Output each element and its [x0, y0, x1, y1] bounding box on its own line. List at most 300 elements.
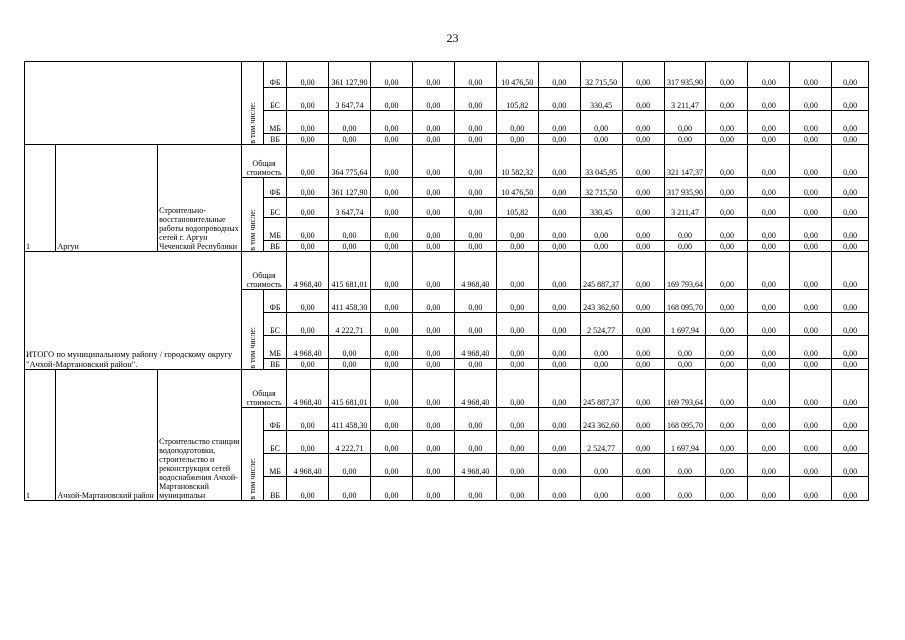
value-cell: 3 647,74	[329, 88, 371, 111]
value-cell: 0,00	[622, 252, 664, 290]
funding-type-bs: БС	[264, 313, 287, 336]
value-cell: 245 887,37	[580, 252, 622, 290]
value-cell: 0,00	[538, 290, 580, 313]
value-cell: 0,00	[329, 359, 371, 370]
value-cell: 0,00	[454, 145, 496, 178]
funding-type-fb: ФБ	[264, 62, 287, 88]
value-cell: 0,00	[370, 62, 412, 88]
value-cell: 0,00	[370, 241, 412, 252]
in-that-number-label: в том числе:	[248, 458, 258, 500]
value-cell: 0,00	[748, 454, 790, 477]
value-cell: 0,00	[622, 313, 664, 336]
value-cell: 0,00	[538, 178, 580, 198]
value-cell: 243 362,60	[580, 408, 622, 431]
value-cell: 0,00	[622, 62, 664, 88]
value-cell: 4 968,40	[287, 370, 329, 408]
value-cell: 0,00	[454, 408, 496, 431]
object-name: Строительно-восстановительные работы водопроводных сетей г. Аргун Чеченской Республики	[158, 145, 242, 252]
value-cell: 0,00	[706, 111, 748, 134]
value-cell: 0,00	[329, 336, 371, 359]
value-cell: 411 458,30	[329, 290, 371, 313]
value-cell: 0,00	[412, 359, 454, 370]
value-cell: 0,00	[706, 218, 748, 241]
value-cell: 0,00	[748, 198, 790, 218]
value-cell: 0,00	[412, 111, 454, 134]
value-cell: 0,00	[370, 454, 412, 477]
value-cell: 0,00	[832, 134, 869, 145]
value-cell: 0,00	[622, 477, 664, 501]
row-number: 1	[25, 145, 56, 252]
value-cell: 0,00	[790, 134, 832, 145]
value-cell: 2 524,77	[580, 431, 622, 454]
funding-type-mb: МБ	[264, 218, 287, 241]
value-cell: 1 697,94	[664, 431, 706, 454]
value-cell: 0,00	[622, 359, 664, 370]
value-cell: 0,00	[370, 408, 412, 431]
value-cell: 0,00	[622, 134, 664, 145]
value-cell: 0,00	[706, 370, 748, 408]
value-cell: 0,00	[412, 198, 454, 218]
value-cell: 0,00	[748, 313, 790, 336]
value-cell: 0,00	[496, 218, 538, 241]
value-cell: 0,00	[287, 408, 329, 431]
funding-type-fb: ФБ	[264, 178, 287, 198]
value-cell: 0,00	[412, 454, 454, 477]
value-cell: 0,00	[832, 454, 869, 477]
value-cell: 0,00	[580, 241, 622, 252]
value-cell: 0,00	[706, 178, 748, 198]
value-cell: 0,00	[664, 477, 706, 501]
funding-type-mb: МБ	[264, 111, 287, 134]
value-cell: 0,00	[496, 252, 538, 290]
value-cell: 0,00	[664, 134, 706, 145]
in-that-number-label: в том числе:	[248, 327, 258, 369]
value-cell: 0,00	[748, 145, 790, 178]
value-cell: 0,00	[496, 111, 538, 134]
value-cell: 0,00	[790, 88, 832, 111]
value-cell: 2 524,77	[580, 313, 622, 336]
value-cell: 361 127,90	[329, 178, 371, 198]
value-cell: 0,00	[580, 218, 622, 241]
value-cell: 0,00	[412, 431, 454, 454]
value-cell: 0,00	[412, 477, 454, 501]
value-cell: 0,00	[370, 252, 412, 290]
value-cell: 0,00	[832, 290, 869, 313]
value-cell: 4 968,40	[454, 252, 496, 290]
value-cell: 0,00	[706, 408, 748, 431]
value-cell: 0,00	[664, 359, 706, 370]
value-cell: 0,00	[622, 145, 664, 178]
value-cell: 0,00	[832, 111, 869, 134]
funding-type-bs: БС	[264, 431, 287, 454]
value-cell: 0,00	[287, 111, 329, 134]
value-cell: 0,00	[790, 241, 832, 252]
value-cell: 0,00	[538, 145, 580, 178]
value-cell: 245 887,37	[580, 370, 622, 408]
value-cell: 0,00	[538, 241, 580, 252]
value-cell: 0,00	[454, 431, 496, 454]
value-cell: 0,00	[412, 88, 454, 111]
value-cell: 0,00	[287, 62, 329, 88]
value-cell: 0,00	[790, 477, 832, 501]
value-cell: 4 968,40	[287, 336, 329, 359]
value-cell: 0,00	[370, 290, 412, 313]
value-cell: 0,00	[412, 134, 454, 145]
value-cell: 0,00	[706, 477, 748, 501]
value-cell: 0,00	[832, 145, 869, 178]
value-cell: 0,00	[664, 111, 706, 134]
value-cell: 0,00	[790, 111, 832, 134]
value-cell: 0,00	[790, 198, 832, 218]
value-cell: 0,00	[287, 218, 329, 241]
value-cell: 0,00	[287, 145, 329, 178]
value-cell: 0,00	[790, 408, 832, 431]
value-cell: 0,00	[706, 431, 748, 454]
value-cell: 0,00	[454, 134, 496, 145]
in-that-number-cell	[242, 62, 264, 145]
value-cell: 0,00	[790, 359, 832, 370]
value-cell: 0,00	[370, 477, 412, 501]
value-cell: 0,00	[748, 290, 790, 313]
value-cell: 0,00	[622, 88, 664, 111]
value-cell: 0,00	[454, 88, 496, 111]
value-cell: 0,00	[538, 198, 580, 218]
value-cell: 0,00	[790, 431, 832, 454]
value-cell: 0,00	[412, 370, 454, 408]
value-cell: 4 968,40	[454, 454, 496, 477]
object-name: Строительство станции водоподготовки, строительство и реконструкция сетей водоснабжения Ачхой-Мартановский муниципальн	[158, 370, 242, 501]
value-cell: 0,00	[622, 198, 664, 218]
value-cell: 0,00	[329, 218, 371, 241]
value-cell: 0,00	[287, 241, 329, 252]
value-cell: 0,00	[706, 198, 748, 218]
value-cell: 0,00	[370, 218, 412, 241]
value-cell: 0,00	[622, 111, 664, 134]
value-cell: 32 715,50	[580, 62, 622, 88]
value-cell: 0,00	[454, 477, 496, 501]
value-cell: 0,00	[832, 218, 869, 241]
value-cell: 0,00	[370, 359, 412, 370]
value-cell: 0,00	[370, 111, 412, 134]
value-cell: 0,00	[790, 370, 832, 408]
value-cell: 0,00	[622, 218, 664, 241]
value-cell: 0,00	[832, 359, 869, 370]
value-cell: 0,00	[706, 313, 748, 336]
value-cell: 168 095,70	[664, 408, 706, 431]
value-cell: 0,00	[622, 454, 664, 477]
value-cell: 0,00	[580, 454, 622, 477]
value-cell: 32 715,50	[580, 178, 622, 198]
value-cell: 4 968,40	[287, 454, 329, 477]
value-cell: 4 968,40	[287, 252, 329, 290]
in-that-number-cell	[242, 290, 264, 370]
funding-type-bs: БС	[264, 88, 287, 111]
value-cell: 0,00	[622, 290, 664, 313]
value-cell: 0,00	[832, 313, 869, 336]
funding-type-fb: ФБ	[264, 290, 287, 313]
in-that-number-label: в том числе:	[248, 102, 258, 144]
value-cell: 0,00	[370, 145, 412, 178]
value-cell: 0,00	[832, 477, 869, 501]
value-cell: 415 681,01	[329, 370, 371, 408]
value-cell: 0,00	[454, 218, 496, 241]
value-cell: 0,00	[538, 313, 580, 336]
value-cell: 0,00	[832, 178, 869, 198]
value-cell: 0,00	[412, 241, 454, 252]
value-cell: 0,00	[412, 252, 454, 290]
value-cell: 3 211,47	[664, 198, 706, 218]
value-cell: 0,00	[580, 359, 622, 370]
municipality-name: Ачхой-Мартановский район	[56, 370, 158, 501]
value-cell: 0,00	[538, 477, 580, 501]
value-cell: 0,00	[370, 370, 412, 408]
value-cell: 0,00	[706, 336, 748, 359]
value-cell: 0,00	[538, 88, 580, 111]
table-row	[25, 145, 869, 178]
value-cell: 0,00	[496, 290, 538, 313]
value-cell: 3 647,74	[329, 198, 371, 218]
value-cell: 10 476,50	[496, 178, 538, 198]
value-cell: 0,00	[706, 134, 748, 145]
value-cell: 0,00	[412, 178, 454, 198]
value-cell: 361 127,90	[329, 62, 371, 88]
itogo-label: ИТОГО по муниципальному району / городскому округу "Ачхой-Мартановский район".	[25, 252, 242, 370]
value-cell: 0,00	[832, 62, 869, 88]
value-cell: 3 211,47	[664, 88, 706, 111]
value-cell: 105,82	[496, 198, 538, 218]
value-cell: 0,00	[664, 336, 706, 359]
value-cell: 0,00	[790, 62, 832, 88]
value-cell: 0,00	[454, 198, 496, 218]
value-cell: 0,00	[832, 241, 869, 252]
value-cell: 0,00	[748, 178, 790, 198]
value-cell: 0,00	[748, 218, 790, 241]
value-cell: 0,00	[538, 111, 580, 134]
total-cost-label: Общая стоимость	[242, 370, 287, 408]
value-cell: 415 681,01	[329, 252, 371, 290]
value-cell: 0,00	[790, 454, 832, 477]
in-that-number-label: в том числе:	[248, 209, 258, 251]
funding-type-vb: ВБ	[264, 241, 287, 252]
value-cell: 0,00	[412, 313, 454, 336]
value-cell: 0,00	[622, 370, 664, 408]
value-cell: 0,00	[496, 370, 538, 408]
value-cell: 33 045,95	[580, 145, 622, 178]
value-cell: 0,00	[370, 88, 412, 111]
value-cell: 0,00	[664, 218, 706, 241]
value-cell: 0,00	[664, 241, 706, 252]
value-cell: 317 935,90	[664, 62, 706, 88]
value-cell: 411 458,30	[329, 408, 371, 431]
municipality-name: Аргун	[56, 145, 158, 252]
budget-table	[24, 61, 869, 501]
value-cell: 0,00	[538, 252, 580, 290]
table-body	[25, 62, 869, 501]
value-cell: 0,00	[496, 408, 538, 431]
value-cell: 0,00	[538, 370, 580, 408]
value-cell: 0,00	[832, 336, 869, 359]
value-cell: 0,00	[538, 454, 580, 477]
value-cell: 0,00	[454, 313, 496, 336]
value-cell: 0,00	[329, 241, 371, 252]
value-cell: 0,00	[748, 408, 790, 431]
value-cell: 0,00	[287, 134, 329, 145]
table-row	[25, 252, 869, 290]
value-cell: 0,00	[790, 145, 832, 178]
value-cell: 0,00	[538, 134, 580, 145]
value-cell: 0,00	[538, 62, 580, 88]
value-cell: 0,00	[832, 252, 869, 290]
value-cell: 0,00	[412, 408, 454, 431]
value-cell: 0,00	[748, 62, 790, 88]
value-cell: 0,00	[706, 88, 748, 111]
value-cell: 4 222,71	[329, 431, 371, 454]
value-cell: 0,00	[370, 336, 412, 359]
value-cell: 0,00	[538, 218, 580, 241]
value-cell: 0,00	[287, 431, 329, 454]
value-cell: 0,00	[790, 178, 832, 198]
row-number: 1	[25, 370, 56, 501]
value-cell: 0,00	[496, 336, 538, 359]
value-cell: 0,00	[370, 134, 412, 145]
value-cell: 0,00	[412, 62, 454, 88]
value-cell: 0,00	[748, 431, 790, 454]
value-cell: 0,00	[287, 198, 329, 218]
value-cell: 317 935,90	[664, 178, 706, 198]
value-cell: 0,00	[622, 431, 664, 454]
value-cell: 330,45	[580, 198, 622, 218]
value-cell: 0,00	[454, 178, 496, 198]
value-cell: 0,00	[748, 477, 790, 501]
value-cell: 0,00	[287, 88, 329, 111]
value-cell: 0,00	[622, 178, 664, 198]
value-cell: 0,00	[748, 88, 790, 111]
value-cell: 0,00	[748, 252, 790, 290]
value-cell: 0,00	[790, 218, 832, 241]
table-row	[25, 370, 869, 408]
in-that-number-cell	[242, 408, 264, 501]
value-cell: 0,00	[329, 477, 371, 501]
value-cell: 0,00	[496, 134, 538, 145]
value-cell: 0,00	[370, 178, 412, 198]
value-cell: 169 793,64	[664, 370, 706, 408]
value-cell: 0,00	[454, 62, 496, 88]
table-row	[25, 62, 869, 88]
value-cell: 0,00	[790, 252, 832, 290]
value-cell: 0,00	[706, 241, 748, 252]
value-cell: 0,00	[412, 336, 454, 359]
value-cell: 0,00	[790, 336, 832, 359]
value-cell: 4 222,71	[329, 313, 371, 336]
funding-type-bs: БС	[264, 198, 287, 218]
value-cell: 0,00	[706, 359, 748, 370]
value-cell: 0,00	[454, 359, 496, 370]
value-cell: 0,00	[538, 408, 580, 431]
value-cell: 0,00	[580, 111, 622, 134]
value-cell: 0,00	[538, 359, 580, 370]
funding-type-vb: ВБ	[264, 134, 287, 145]
value-cell: 0,00	[706, 454, 748, 477]
value-cell: 0,00	[370, 198, 412, 218]
value-cell: 0,00	[706, 145, 748, 178]
total-cost-label: Общая стоимость	[242, 145, 287, 178]
value-cell: 0,00	[748, 336, 790, 359]
value-cell: 0,00	[496, 477, 538, 501]
value-cell: 1 697,94	[664, 313, 706, 336]
value-cell: 321 147,37	[664, 145, 706, 178]
value-cell: 0,00	[622, 241, 664, 252]
value-cell: 0,00	[580, 336, 622, 359]
value-cell: 0,00	[748, 241, 790, 252]
continuation-blank-cell	[25, 62, 242, 145]
value-cell: 243 362,60	[580, 290, 622, 313]
value-cell: 0,00	[790, 313, 832, 336]
value-cell: 0,00	[496, 313, 538, 336]
value-cell: 0,00	[832, 408, 869, 431]
value-cell: 169 793,64	[664, 252, 706, 290]
value-cell: 0,00	[412, 218, 454, 241]
value-cell: 0,00	[454, 290, 496, 313]
value-cell: 0,00	[832, 88, 869, 111]
value-cell: 0,00	[664, 454, 706, 477]
value-cell: 0,00	[496, 454, 538, 477]
funding-type-fb: ФБ	[264, 408, 287, 431]
value-cell: 4 968,40	[454, 370, 496, 408]
value-cell: 0,00	[329, 134, 371, 145]
value-cell: 0,00	[622, 408, 664, 431]
value-cell: 0,00	[412, 145, 454, 178]
value-cell: 10 582,32	[496, 145, 538, 178]
value-cell: 0,00	[832, 431, 869, 454]
value-cell: 168 095,70	[664, 290, 706, 313]
funding-type-vb: ВБ	[264, 477, 287, 501]
value-cell: 0,00	[580, 477, 622, 501]
value-cell: 0,00	[496, 431, 538, 454]
value-cell: 0,00	[287, 178, 329, 198]
value-cell: 0,00	[622, 336, 664, 359]
value-cell: 0,00	[580, 134, 622, 145]
value-cell: 0,00	[454, 111, 496, 134]
value-cell: 0,00	[287, 477, 329, 501]
total-cost-label: Общая стоимость	[242, 252, 287, 290]
value-cell: 0,00	[748, 111, 790, 134]
page-number: 23	[446, 31, 459, 45]
value-cell: 10 476,50	[496, 62, 538, 88]
value-cell: 0,00	[790, 290, 832, 313]
value-cell: 0,00	[832, 198, 869, 218]
value-cell: 0,00	[832, 370, 869, 408]
value-cell: 0,00	[370, 431, 412, 454]
value-cell: 0,00	[538, 336, 580, 359]
funding-type-mb: МБ	[264, 454, 287, 477]
value-cell: 0,00	[538, 431, 580, 454]
funding-type-vb: ВБ	[264, 359, 287, 370]
value-cell: 0,00	[287, 359, 329, 370]
funding-type-mb: МБ	[264, 336, 287, 359]
value-cell: 0,00	[748, 359, 790, 370]
value-cell: 0,00	[496, 359, 538, 370]
value-cell: 330,45	[580, 88, 622, 111]
value-cell: 0,00	[454, 241, 496, 252]
value-cell: 0,00	[329, 454, 371, 477]
value-cell: 0,00	[748, 370, 790, 408]
value-cell: 4 968,40	[454, 336, 496, 359]
value-cell: 364 775,64	[329, 145, 371, 178]
value-cell: 105,82	[496, 88, 538, 111]
value-cell: 0,00	[706, 252, 748, 290]
value-cell: 0,00	[706, 62, 748, 88]
value-cell: 0,00	[287, 313, 329, 336]
